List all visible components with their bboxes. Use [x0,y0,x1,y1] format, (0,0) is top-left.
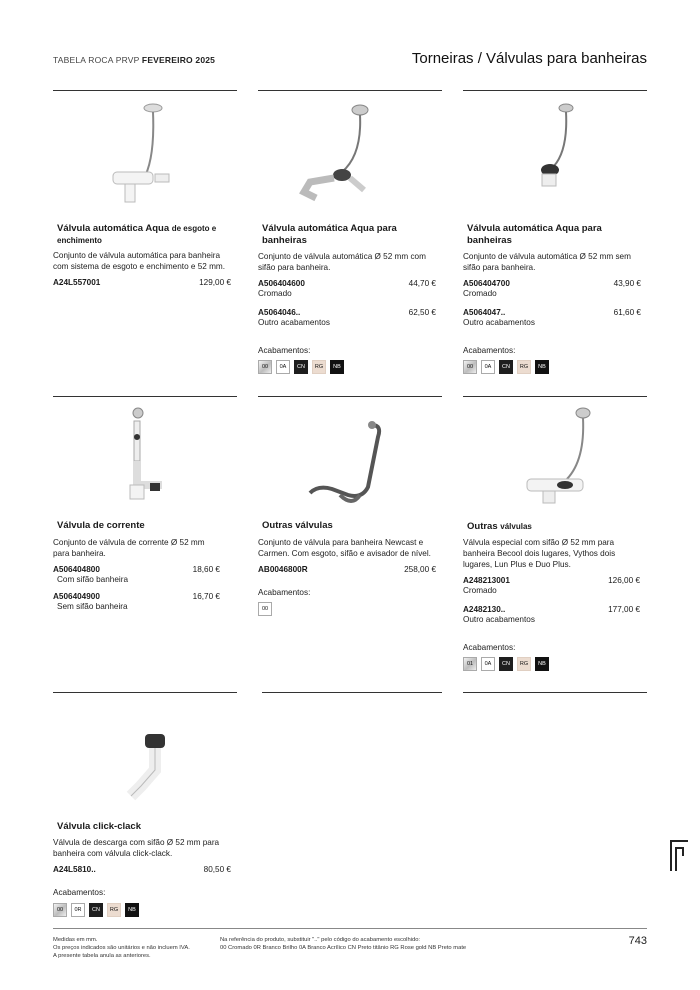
product-code: A24L557001 [53,278,101,287]
divider [258,90,442,91]
finishes-label: Acabamentos: [463,346,516,355]
product-image-click-clack [115,730,185,805]
product-image-aqua-esgoto-enchimento [95,100,195,205]
finish-swatch-rose-gold: RG [107,903,121,917]
product-finish: Cromado [463,586,497,595]
product-code: A506404800 [53,565,100,574]
product-description: Conjunto de válvula de corrente Ø 52 mm para banheira. [53,538,205,558]
finish-swatch-preto-mate: NB [535,360,549,374]
finishes-label: Acabamentos: [258,346,311,355]
product-code: A24L5810.. [53,865,96,874]
footer-notes [53,936,218,960]
divider [53,90,237,91]
product-image-aqua-com-sifao [290,100,400,205]
product-title: Válvula automática Aqua para banheiras [262,223,397,246]
header-doc-title [53,55,215,65]
product-price: 258,00 € [404,565,436,574]
product-description: Válvula de descarga com sifão Ø 52 mm para banheira com válvula click-clack. [53,838,220,858]
product-price: 126,00 € [608,576,640,585]
divider [463,692,647,693]
product-title: Outras válvulas [262,520,333,531]
finish-swatch-rose-gold: RG [517,360,531,374]
product-title: Válvula de corrente [57,520,145,531]
product-finish: Outro acabamentos [258,318,330,327]
finish-legend-codes: 00 Cromado 0R Branco Brilho 0A Branco Acrílico CN Preto titânio RG Rose gold NB Preto mate [220,945,467,951]
product-price: 44,70 € [408,279,436,288]
product-code: AB0046800R [258,565,308,574]
product-price: 16,70 € [192,592,220,601]
footer-note: A presente tabela anula as anteriores. [53,953,151,959]
finish-swatch-branco-acrilico: 0A [481,657,495,671]
divider [258,396,442,397]
footer-note: Medidas em mm. [53,937,98,943]
product-finish: Cromado [258,289,292,298]
product-price: 43,90 € [613,279,641,288]
finish-swatch-preto-titanio: CN [499,657,513,671]
finish-swatch-cromado: 00 [258,602,272,616]
product-description: Conjunto de válvula automática Ø 52 mm com sifão para banheira. [258,252,426,272]
product-price: 177,00 € [608,605,640,614]
finishes-label: Acabamentos: [258,588,311,597]
product-image-aqua-sem-sifao [520,100,590,190]
product-code: A5064047.. [463,308,506,317]
divider [262,692,442,693]
product-variant: Com sifão banheira [57,575,128,584]
finish-swatch-cromado: 00 [53,903,67,917]
divider [53,692,237,693]
product-code: A506404900 [53,592,100,601]
product-title: Válvula click-clack [57,821,141,832]
section-title: Torneiras / Válvulas para banheiras [411,50,647,67]
faucet-icon [668,838,690,872]
product-image-valvula-corrente [110,405,190,505]
header-title-bold: FEVEREIRO 2025 [141,55,216,65]
product-image-newcast-carmen [300,415,390,505]
finish-swatch-preto-titanio: CN [89,903,103,917]
finish-swatch-cromado: 01 [463,657,477,671]
product-title: Válvula automática Aqua para banheiras [467,223,602,246]
product-variant: Sem sifão banheira [57,602,128,611]
finish-swatch-branco-acrilico: 0A [481,360,495,374]
finish-swatch-branco-acrilico: 0A [276,360,290,374]
product-code: A5064046.. [258,308,301,317]
product-description: Válvula especial com sifão Ø 52 mm para banheira Becool dois lugares, Vythos dois lugares, Lun Plus e Duo Plus. [463,538,616,569]
product-price: 129,00 € [199,278,231,287]
product-image-becool [515,405,605,505]
product-finish: Outro acabamentos [463,615,535,624]
product-price: 80,50 € [203,865,231,874]
product-description: Conjunto de válvula automática para banheira com sistema de esgoto e enchimento e 52 mm. [53,251,226,271]
finish-swatch-rose-gold: RG [517,657,531,671]
product-code: A248213001 [463,576,510,585]
product-code: A2482130.. [463,605,506,614]
finish-swatch-preto-titanio: CN [294,360,308,374]
product-description: Conjunto de válvula para banheira Newcast e Carmen. Com esgoto, sifão e avisador de nível. [258,538,431,558]
product-price: 18,60 € [192,565,220,574]
finishes-label: Acabamentos: [53,888,106,897]
product-code: A506404600 [258,279,305,288]
product-title: Válvula automática Aqua de esgoto e enchimento [57,223,217,245]
finish-swatch-rose-gold: RG [312,360,326,374]
header-title-normal: TABELA ROCA PRVP [53,55,142,65]
product-price: 62,50 € [408,308,436,317]
finish-swatch-preto-mate: NB [330,360,344,374]
finish-swatch-cromado: 00 [463,360,477,374]
finish-legend [220,936,520,952]
finish-legend-intro: Na referência do produto, substituir ".." pelo código do acabamento escolhido: [220,937,421,943]
finish-swatch-preto-mate: NB [125,903,139,917]
product-finish: Outro acabamentos [463,318,535,327]
product-code: A506404700 [463,279,510,288]
product-price: 61,60 € [613,308,641,317]
product-title: Outras válvulas [467,521,532,532]
finish-swatch-preto-mate: NB [535,657,549,671]
page-number: 743 [628,935,647,947]
finishes-label: Acabamentos: [463,643,516,652]
footer-note: Os preços indicados são unitários e não incluem IVA. [53,945,190,951]
product-finish: Cromado [463,289,497,298]
finish-swatch-branco-brilho: 0R [71,903,85,917]
divider [53,396,237,397]
footer-divider [53,928,647,929]
finish-swatch-cromado: 00 [258,360,272,374]
finish-swatch-preto-titanio: CN [499,360,513,374]
product-description: Conjunto de válvula automática Ø 52 mm sem sifão para banheira. [463,252,631,272]
divider [463,396,647,397]
divider [463,90,647,91]
